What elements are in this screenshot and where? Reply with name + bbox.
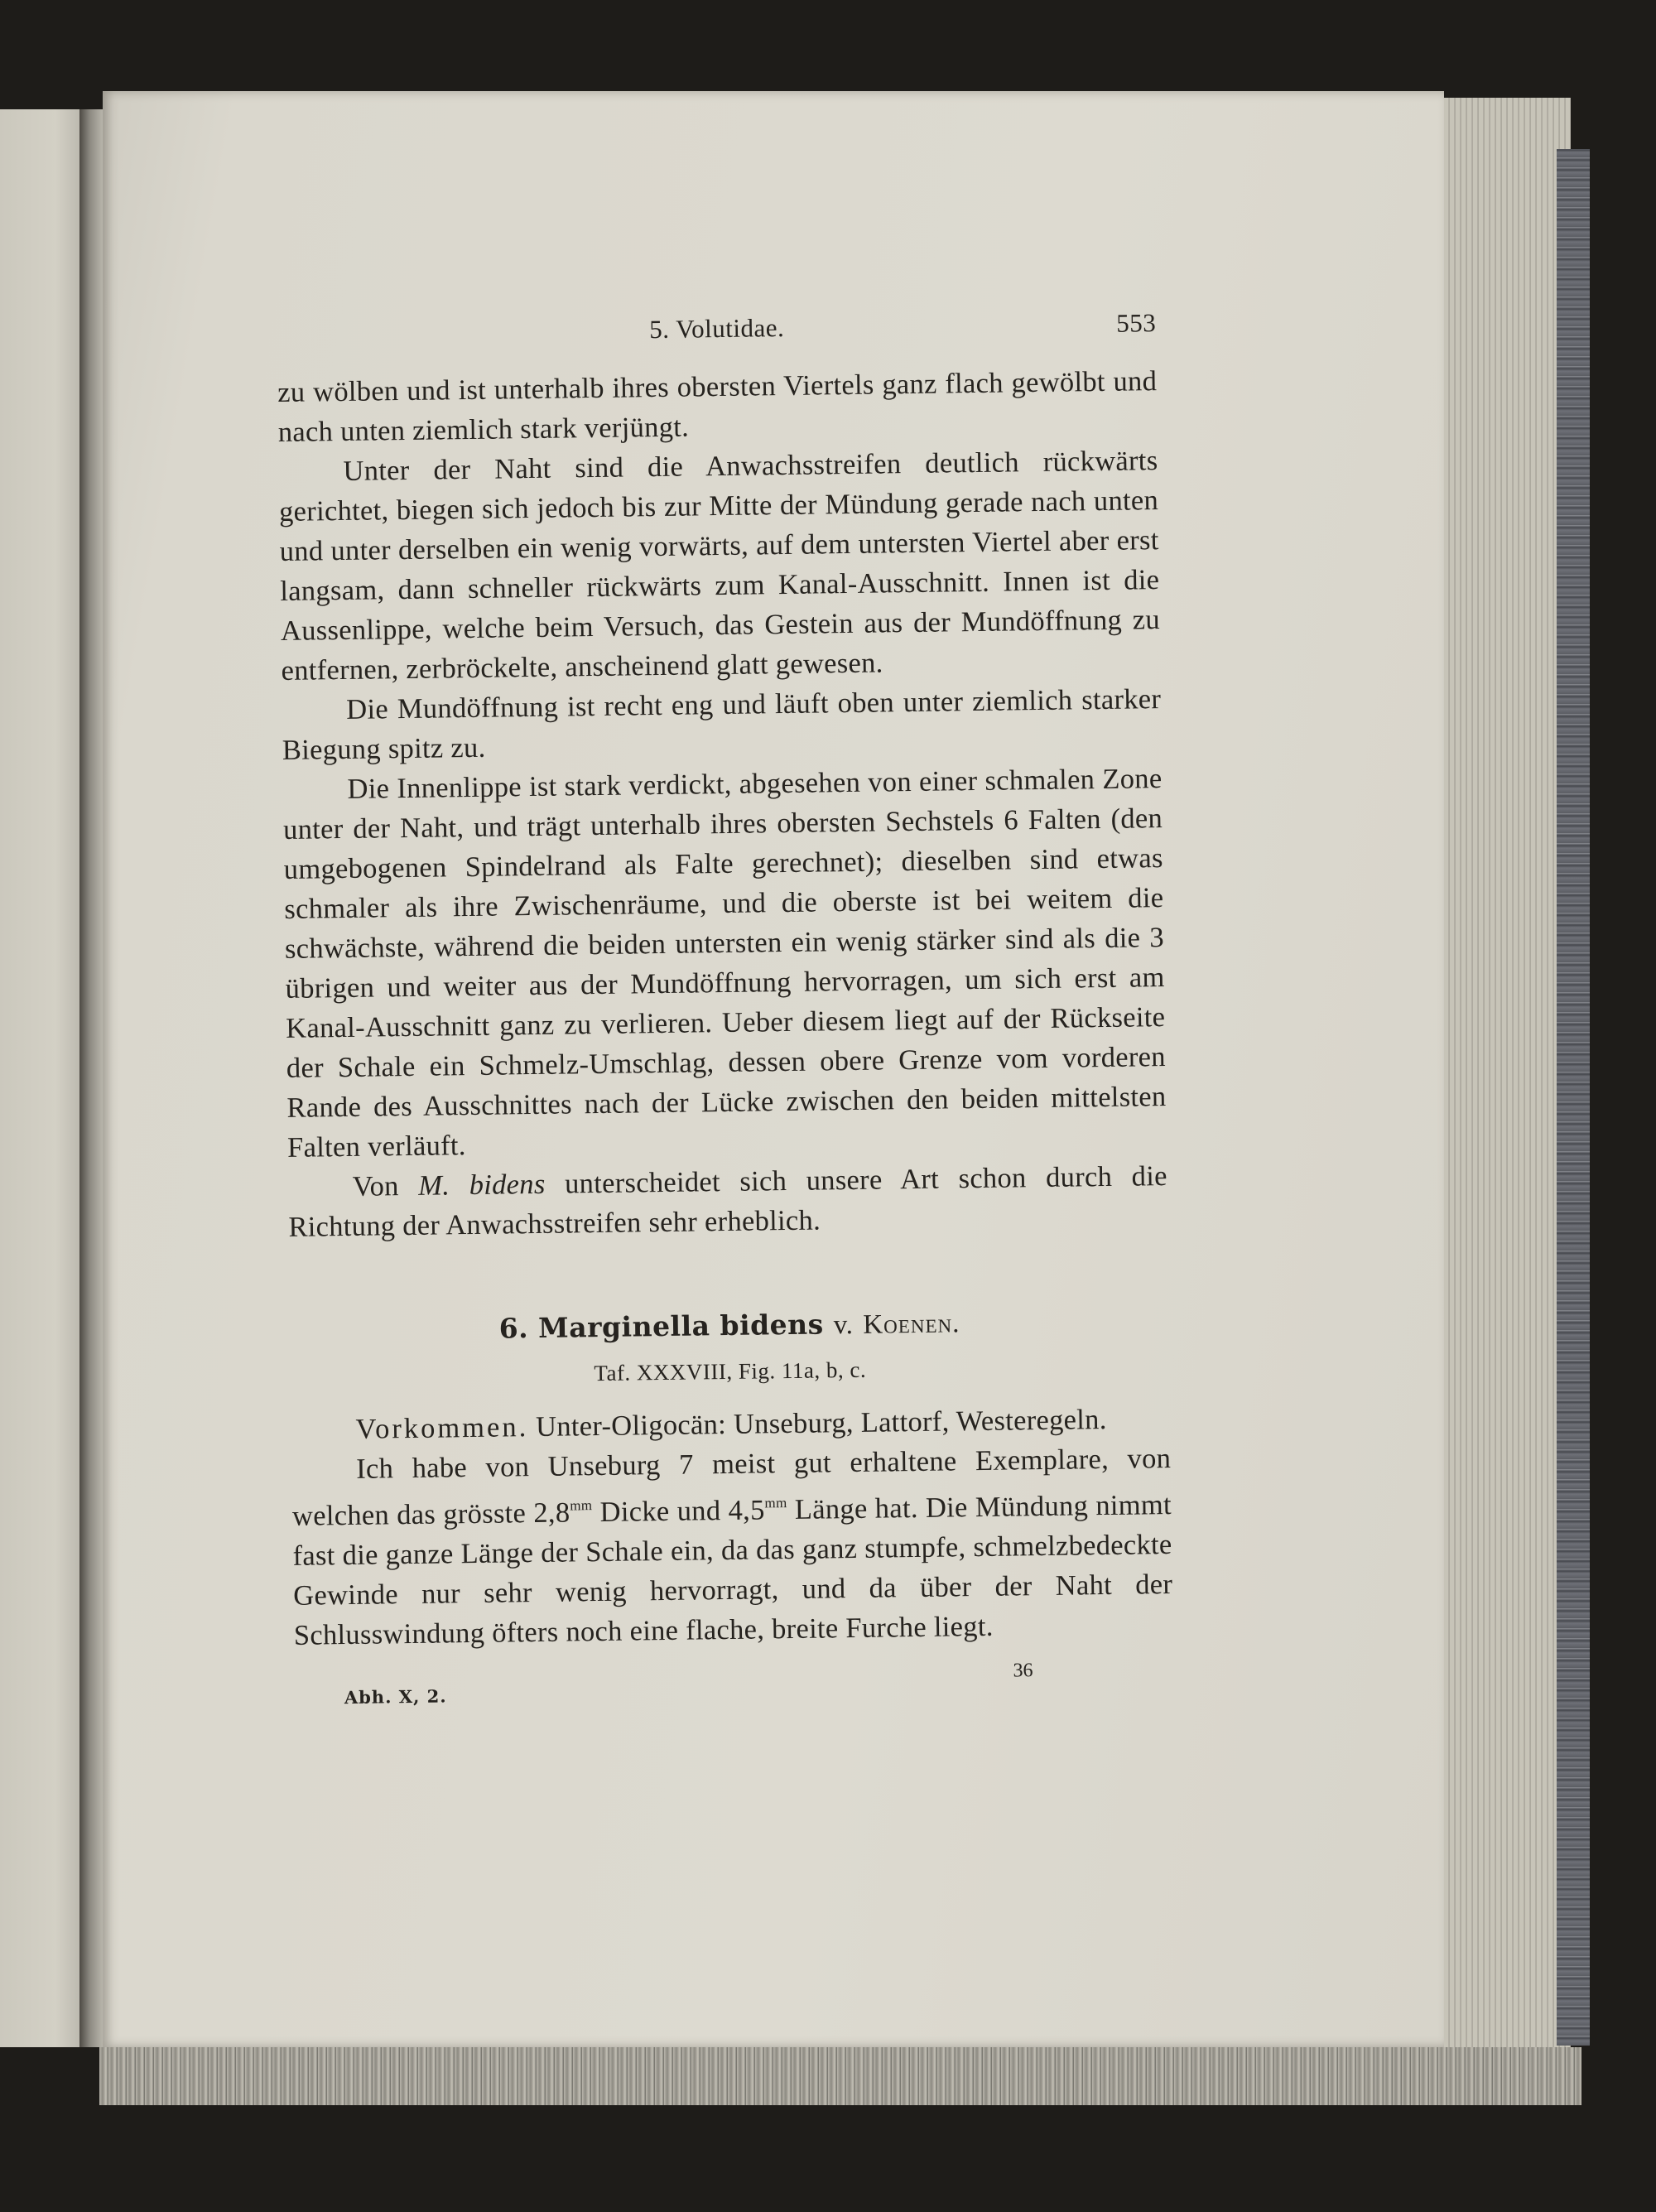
paragraph-1: zu wölben und ist unterhalb ihres obersten Viertels ganz flach gewölbt und nach unten ziemlich stark verjüngt.: [277, 365, 1158, 448]
bottom-page-edges: [99, 2047, 1581, 2105]
plate-reference: Taf. XXXVIII, Fig. 11a, b, c.: [594, 1357, 867, 1386]
description-part-2: Dicke und 4,5: [599, 1494, 765, 1529]
description-paragraph: [291, 1439, 1173, 1655]
section-title: 5. Volutidae.: [649, 312, 785, 345]
description-part-3: Länge hat. Die Mündung nimmt fast die ganze Länge der Schale ein, da das ganz stumpfe, schmelzbedeckte Gewinde nur sehr wenig hervorragt, und da über der Naht der Schlusswindung öfters noch eine flache, breite Furche liegt.: [292, 1488, 1173, 1651]
author-prefix: v.: [833, 1309, 854, 1341]
signature-mark: Abh. X, 2.: [344, 1685, 447, 1708]
species-name: Marginella bidens: [537, 1308, 824, 1344]
unit-mm-2: mm: [764, 1495, 787, 1511]
paragraph-3: Die Mundöffnung ist recht eng und läuft oben unter ziemlich starker Biegung spitz zu.: [282, 683, 1162, 766]
unit-mm-1: mm: [570, 1497, 593, 1514]
comparison-before: Von: [352, 1170, 399, 1202]
page-number: 553: [1115, 308, 1157, 338]
page-edges: [1437, 98, 1571, 2069]
book-gutter: [79, 109, 103, 2047]
paragraph-comparison: [287, 1156, 1167, 1247]
comparison-after: unterscheidet sich unsere Art schon durch die Richtung der Anwachsstreifen sehr erheblich.: [288, 1160, 1167, 1243]
species-heading: [290, 1300, 1170, 1352]
species-author: Koenen.: [863, 1308, 960, 1340]
left-facing-page: [0, 109, 81, 2047]
description-part-1: Ich habe von Unseburg 7 meist gut erhaltene Exemplare, von welchen das grösste 2,8: [291, 1442, 1172, 1532]
paragraph-4: Die Innenlippe ist stark verdickt, abgesehen von einer schmalen Zone unter der Naht, und trägt unterhalb ihres obersten Sechstels 6 Falten (den umgebogenen Spindelrand als Falte gerechnet); dieselben sind etwas schmaler als ihre Zwischenräume, und die oberste ist bei weitem die schwächste, während die beiden untersten ein wenig stärker sind als die 3 übrigen und weiter aus der Mundöffnung hervorragen, um sich erst am Kanal-Ausschnitt ganz zu verlieren. Ueber diesem liegt auf der Rückseite der Schale ein Schmelz-Umschlag, dessen obere Grenze vom vorderen Rande des Ausschnittes nach der Lücke zwischen den beiden mittelsten Falten verläuft.: [282, 763, 1167, 1164]
book-cover-edge: [1557, 149, 1590, 2046]
paragraph-2: Unter der Naht sind die Anwachsstreifen deutlich rückwärts gerichtet, biegen sich jedoch bis zur Mitte der Mündung gerade nach unten und unter derselben ein wenig vorwärts, auf dem untersten Viertel aber erst langsam, dann schneller rückwärts zum Kanal-Ausschnitt. Innen ist die Aussenlippe, welche beim Versuch, das Gestein aus der Mundöffnung zu entfernen, zerbröckelte, anscheinend glatt gewesen.: [278, 445, 1161, 687]
species-number: 6.: [498, 1312, 529, 1345]
page-text: [277, 303, 1174, 1710]
sheet-number: 36: [1013, 1660, 1033, 1682]
occurrence-text: Unter-Oligocän: Unseburg, Lattorf, Westeregeln.: [535, 1403, 1107, 1443]
occurrence-label: Vorkommen.: [355, 1411, 529, 1445]
species-reference: M. bidens: [417, 1168, 546, 1202]
